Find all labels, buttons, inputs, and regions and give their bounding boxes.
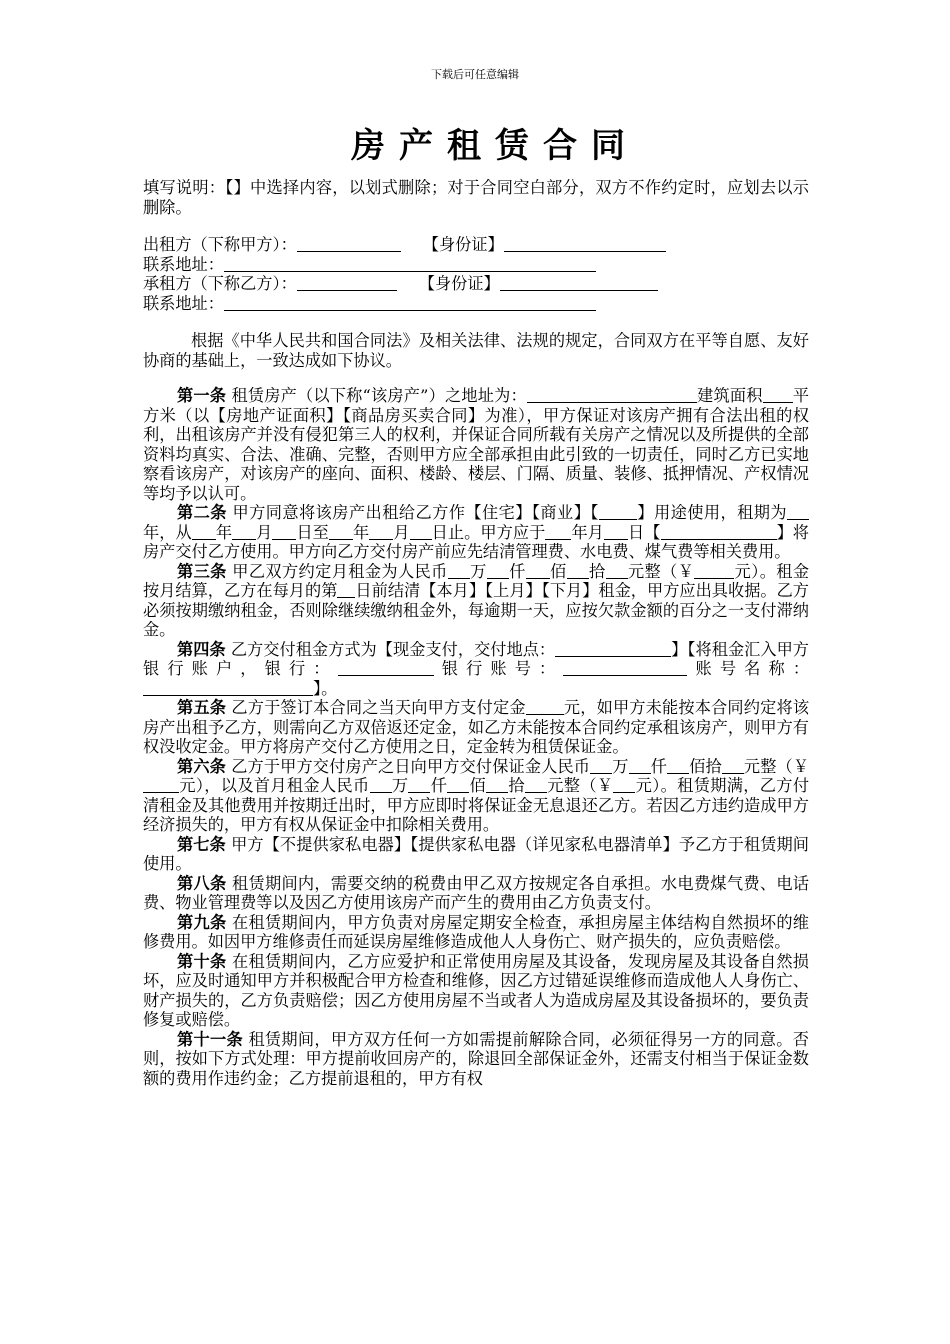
first-rent-qian-blank[interactable] <box>408 777 430 793</box>
end-day-blank[interactable] <box>410 524 432 540</box>
delivery-year-blank[interactable] <box>545 524 571 540</box>
rent-due-day-blank[interactable] <box>337 582 355 598</box>
deposit-amount-blank[interactable] <box>526 699 564 715</box>
first-rent-yuan-blank[interactable] <box>525 777 547 793</box>
rent-amount-blank[interactable] <box>694 563 734 579</box>
guarantee-amount-blank[interactable] <box>143 777 179 793</box>
article-5-heading: 第五条 <box>177 698 227 717</box>
account-name-blank[interactable] <box>143 680 313 696</box>
article-10: 第十条 在租赁期间内，乙方应爱护和正常使用房屋及其设备，发现房屋及其设备自然损坏，应及时通知甲方并积极配合甲方检查和维修，因乙方过错延误维修而造成他人人身伤亡、财产损失的，乙方负责赔偿；因乙方使用房屋不当或者人为造成房屋及其设备损坏的，要负责修复或赔偿。 <box>143 951 809 1029</box>
delivery-condition-blank[interactable] <box>661 524 777 540</box>
bank-account-blank[interactable] <box>563 660 687 676</box>
lessee-address-label: 联系地址： <box>143 293 224 313</box>
lessor-line <box>143 235 809 255</box>
article-2-heading: 第二条 <box>177 503 227 522</box>
lessee-id-blank[interactable] <box>500 275 658 291</box>
first-rent-bai-blank[interactable] <box>447 777 469 793</box>
article-7-heading: 第七条 <box>177 834 226 854</box>
article-1: 第一条 租赁房产（以下称“该房产”）之地址为： 建筑面积 平方米（以【房地产证面积】【商品房买卖合同】为准），甲方保证对该房产拥有合法出租的权利，出租该房产并没有侵犯第三人的权利，并保证合同所载有关房产之情况以及所提供的全部资料均真实、合法、准确、完整，否则甲方应全部承担由此引致的一切责任，同时乙方已实地察看该房产，对该房产的座向、面积、楼龄、楼层、门隔、质量、装修、抵押情况、产权情况等均予以认可。 <box>143 386 810 503</box>
article-3-heading: 第三条 <box>177 561 227 581</box>
rent-bai-blank[interactable] <box>526 563 550 579</box>
rent-qian-blank[interactable] <box>487 563 509 579</box>
article-6: 第六条 乙方于甲方交付房产之日向甲方交付保证金人民币 万 仟 佰拾 元整（￥元），以及首月租金人民币 万 仟 佰 拾 元整（￥ 元）。租赁期满，乙方付清租金及其他费用并按期迁出时，甲方应即时将保证金无息退还乙方。若因乙方违约造成甲方经济损失的，甲方有权从保证金中扣除相关费用。 <box>143 756 810 834</box>
article-11: 第十一条 租赁期间，甲方双方任何一方如需提前解除合同，必须征得另一方的同意。否则，按如下方式处理：甲方提前收回房产的，除退回全部保证金外，还需支付相当于保证金数额的费用作违约金；乙方提前退租的，甲方有权 <box>143 1029 809 1088</box>
article-8-heading: 第八条 <box>177 873 227 893</box>
preamble: 根据《中华人民共和国合同法》及相关法律、法规的规定，合同双方在平等自愿、友好协商的基础上，一致达成如下协议。 <box>143 331 809 370</box>
lessor-address-line <box>143 255 809 275</box>
lessee-address-line <box>143 294 809 314</box>
first-rent-shi-blank[interactable] <box>486 777 508 793</box>
start-day-blank[interactable] <box>272 524 296 540</box>
term-years-blank[interactable] <box>787 504 809 520</box>
contract-body <box>143 178 809 1088</box>
header-note: 下载后可任意编辑 <box>431 68 519 81</box>
payment-location-blank[interactable] <box>555 641 671 657</box>
fill-instructions: 填写说明：【】中选择内容，以划式删除；对于合同空白部分，双方不作约定时，应划去以示删除。 <box>143 178 809 217</box>
lessee-label: 承租方（下称乙方）： <box>143 274 297 293</box>
article-7: 第七条 甲方【不提供家私电器】【提供家私电器（详见家私电器清单】予乙方于租赁期间使用。 <box>143 834 809 873</box>
article-11-heading: 第十一条 <box>177 1029 243 1049</box>
article-8: 第八条 租赁期间内，需要交纳的税费由甲乙双方按规定各自承担。水电费煤气费、电话费、物业管理费等以及因乙方使用该房产而产生的费用由乙方负责支付。 <box>143 873 809 912</box>
guarantee-yuan-blank[interactable] <box>722 758 744 774</box>
article-9-heading: 第九条 <box>177 912 227 932</box>
floor-area-blank[interactable] <box>763 387 793 403</box>
article-5: 第五条 乙方于签订本合同之当天向甲方支付定金 元，如甲方未能按本合同约定将该房产出租予乙方，则需向乙方双倍返还定金，如乙方未能按本合同约定承租该房产，则甲方有权没收定金。甲方将房产交付乙方使用之日，定金转为租赁保证金。 <box>143 698 810 756</box>
article-3: 第三条 甲乙双方约定月租金为人民币 万 仟 佰 拾 元整（￥ 元）。租金按月结算，乙方在每月的第 日前结清【本月】【上月】【下月】租金，甲方应出具收据。乙方必须按期缴纳租金，否则除继续缴纳租金外，每逾期一天，应按欠款金额的百分之一支付滞纳金。 <box>143 561 810 639</box>
article-1-heading: 第一条 <box>177 386 227 405</box>
guarantee-qian-blank[interactable] <box>629 758 651 774</box>
delivery-day-blank[interactable] <box>604 524 628 540</box>
document-title: 房产租赁合同 <box>351 126 639 166</box>
article-6-heading: 第六条 <box>177 756 226 776</box>
lessor-address-label: 联系地址： <box>143 254 224 274</box>
article-4-heading: 第四条 <box>177 639 226 659</box>
guarantee-bai-blank[interactable] <box>667 758 689 774</box>
start-month-blank[interactable] <box>232 524 256 540</box>
lessee-id-label: 【身份证】 <box>418 274 500 293</box>
end-month-blank[interactable] <box>369 524 393 540</box>
article-10-heading: 第十条 <box>177 951 227 971</box>
start-year-blank[interactable] <box>192 524 216 540</box>
lessor-label: 出租方（下称甲方）： <box>143 235 297 254</box>
rent-yuan-blank[interactable] <box>606 563 628 579</box>
property-address-blank[interactable] <box>527 387 697 403</box>
end-year-blank[interactable] <box>329 524 353 540</box>
bank-name-blank[interactable] <box>338 660 434 676</box>
usage-blank[interactable] <box>599 504 637 520</box>
rent-wan-blank[interactable] <box>448 563 470 579</box>
first-rent-wan-blank[interactable] <box>370 777 392 793</box>
lessor-name-blank[interactable] <box>297 236 401 252</box>
rent-shi-blank[interactable] <box>567 563 589 579</box>
article-2: 第二条 甲方同意将该房产出租给乙方作【住宅】【商业】【 】用途使用，租期为年，从 年 月 日至 年 月 日止。甲方应于 年月 日【 】将房产交付乙方使用。甲方向乙方交付房产前应先结清管理费、水电费、煤气费等相关费用。 <box>143 503 809 561</box>
first-rent-amount-blank[interactable] <box>613 777 635 793</box>
guarantee-wan-blank[interactable] <box>590 758 612 774</box>
article-9: 第九条 在租赁期间内，甲方负责对房屋定期安全检查，承担房屋主体结构自然损坏的维修费用。如因甲方维修责任而延误房屋维修造成他人人身伤亡、财产损失的，应负责赔偿。 <box>143 912 809 951</box>
article-4: 第四条 乙方交付租金方式为【现金支付，交付地点： 】【将租金汇入甲方银行账户，银行： 银行账号： 账号名称：】。 <box>143 639 810 698</box>
lessee-line <box>143 274 809 294</box>
lessor-address-blank[interactable] <box>224 256 596 272</box>
lessor-id-blank[interactable] <box>504 236 666 252</box>
lessee-address-blank[interactable] <box>224 295 596 311</box>
lessor-id-label: 【身份证】 <box>422 235 504 254</box>
lessee-name-blank[interactable] <box>297 275 397 291</box>
